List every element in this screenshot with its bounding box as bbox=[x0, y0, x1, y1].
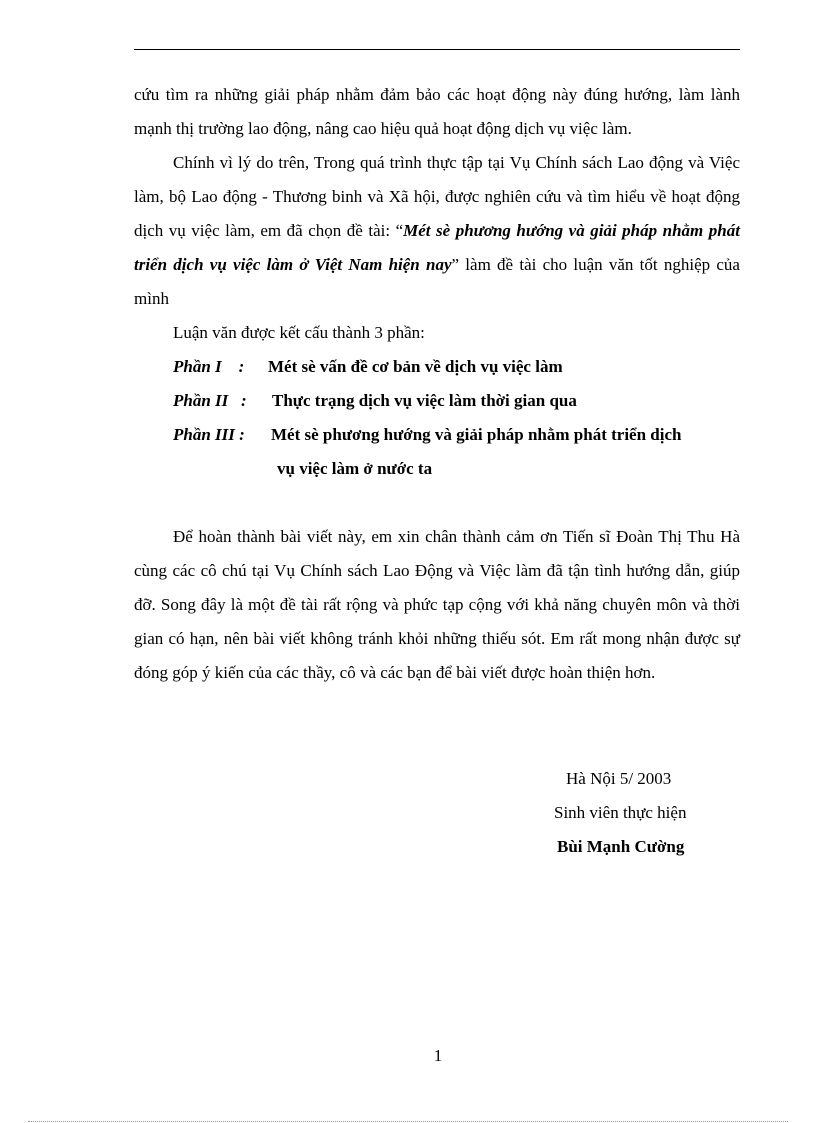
blank-line bbox=[134, 486, 740, 520]
topic-intro: Chính vì lý do trên, Trong quá trình thực tập tại Vụ Chính sách Lao động và Việc làm, bộ Lao động - Thương binh và Xã hội, được nghiên cứu và tìm hiểu về hoạt động dịch vụ việc làm, em đã chọn đề tài: “ bbox=[134, 153, 740, 240]
document-body bbox=[134, 78, 740, 690]
thesis-parts-list bbox=[134, 350, 740, 486]
signature-block bbox=[554, 762, 686, 864]
part-title: Thực trạng dịch vụ việc làm thời gian qua bbox=[272, 391, 577, 410]
part-item bbox=[134, 350, 740, 384]
part-label: Phần I : bbox=[173, 357, 245, 376]
part-label: Phần II : bbox=[173, 391, 247, 410]
place-date: Hà Nội 5/ 2003 bbox=[566, 769, 672, 788]
header-rule bbox=[134, 49, 740, 50]
paragraph-acknowledgement: Để hoàn thành bài viết này, em xin chân thành cảm ơn Tiến sĩ Đoàn Thị Thu Hà cùng các cô chú tại Vụ Chính sách Lao Động và Việc làm đã tận tình hướng dẫn, giúp đỡ. Song đây là một đề tài rất rộng và phức tạp cộng với khả năng chuyên môn và thời gian có hạn, nên bài viết không tránh khỏi những thiếu sót. Em rất mong nhận được sự đóng góp ý kiến của các thầy, cô và các bạn để bài viết được hoàn thiện hơn. bbox=[134, 527, 740, 682]
part-item bbox=[134, 418, 740, 486]
page-number: 1 bbox=[433, 1046, 443, 1065]
part-title-line2: vụ việc làm ở nước ta bbox=[277, 459, 433, 478]
part-title-line1: Mét sè phương hướng và giải pháp nhằm phát triển dịch bbox=[271, 425, 682, 444]
paragraph-topic bbox=[134, 146, 740, 316]
signature-role: Sinh viên thực hiện bbox=[554, 803, 687, 822]
paragraph-continuation: cứu tìm ra những giải pháp nhằm đảm bảo các hoạt động này đúng hướng, làm lành mạnh thị trường lao động, nâng cao hiệu quả hoạt động dịch vụ việc làm. bbox=[134, 85, 740, 138]
author-name: Bùi Mạnh Cường bbox=[557, 837, 685, 856]
part-title: Mét sè vấn đề cơ bản về dịch vụ việc làm bbox=[268, 357, 563, 376]
topic-outro: ” làm đề tài cho luận văn tốt nghiệp của mình bbox=[134, 255, 740, 308]
page-edge-rule bbox=[28, 1121, 788, 1122]
thesis-title: Mét sè phương hướng và giải pháp nhằm phát triển dịch vụ việc làm ở Việt Nam hiện nay bbox=[134, 221, 740, 274]
part-title bbox=[271, 418, 740, 486]
part-label: Phần III : bbox=[173, 425, 245, 444]
part-item bbox=[134, 384, 740, 418]
paragraph-structure-intro: Luận văn được kết cấu thành 3 phần: bbox=[173, 323, 425, 342]
